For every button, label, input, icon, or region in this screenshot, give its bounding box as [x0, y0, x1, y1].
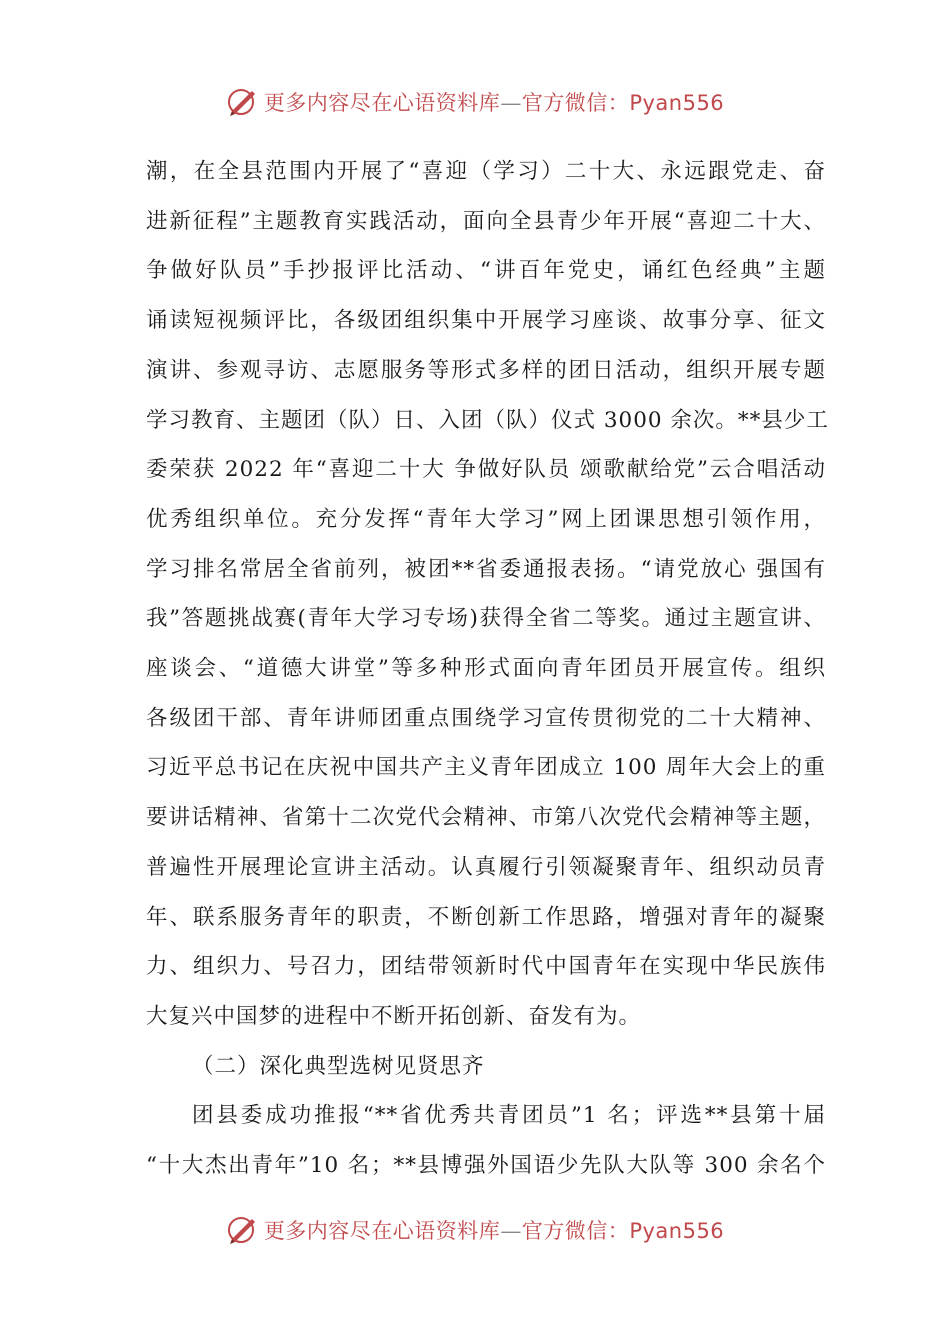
header-banner — [0, 82, 950, 122]
text-line: 学习排名常居全省前列，被团**省委通报表扬。“请党放心 强国有 — [146, 556, 826, 582]
text-line: 诵读短视频评比，各级团组织集中开展学习座谈、故事分享、征文 — [146, 308, 826, 334]
text-line: 年、联系服务青年的职责，不断创新工作思路，增强对青年的凝聚 — [146, 904, 826, 930]
text-line: 演讲、参观寻访、志愿服务等形式多样的团日活动，组织开展专题 — [146, 357, 826, 383]
pen-logo-icon — [226, 1213, 260, 1247]
pen-logo-icon — [226, 85, 260, 119]
text-line: 力、组织力、号召力，团结带领新时代中国青年在实现中华民族伟 — [146, 954, 826, 980]
text-line: 团县委成功推报“**省优秀共青团员”1 名；评选**县第十届 — [192, 1103, 826, 1129]
text-line: 委荣获 2022 年“喜迎二十大 争做好队员 颂歌献给党”云合唱活动 — [146, 457, 826, 483]
text-line: 优秀组织单位。充分发挥“青年大学习”网上团课思想引领作用， — [146, 506, 826, 532]
heading-text: （二）深化典型选树见贤思齐 — [192, 1053, 485, 1079]
text-line: 普遍性开展理论宣讲主活动。认真履行引领凝聚青年、组织动员青 — [146, 854, 826, 880]
banner-text: 更多内容尽在心语资料库 — [263, 1219, 501, 1243]
paragraph-1 — [146, 147, 829, 1042]
text-line: 进新征程”主题教育实践活动，面向全县青少年开展“喜迎二十大、 — [146, 208, 826, 234]
text-line: 学习教育、主题团（队）日、入团（队）仪式 3000 余次。**县少工 — [146, 407, 829, 433]
banner-separator: — — [500, 91, 522, 115]
text-line: 习近平总书记在庆祝中国共产主义青年团成立 100 周年大会上的重 — [146, 755, 826, 781]
text-line: 争做好队员”手抄报评比活动、“讲百年党史，诵红色经典”主题 — [146, 258, 826, 284]
banner-wechat-id: Pyan556 — [629, 1219, 725, 1243]
footer-banner — [0, 1210, 950, 1250]
banner-separator: — — [500, 1219, 522, 1243]
text-line: 各级团干部、青年讲师团重点围绕学习宣传贯彻党的二十大精神、 — [146, 705, 826, 731]
text-line: 座谈会、“道德大讲堂”等多种形式面向青年团员开展宣传。组织 — [146, 656, 826, 682]
banner-wechat-label: 官方微信： — [521, 1219, 630, 1243]
text-line: 大复兴中国梦的进程中不断开拓创新、奋发有为。 — [146, 1003, 642, 1029]
text-line: “十大杰出青年”10 名；**县博强外国语少先队大队等 300 余名个 — [146, 1153, 826, 1179]
banner-text: 更多内容尽在心语资料库 — [263, 91, 501, 115]
document-body — [146, 147, 829, 1191]
banner-wechat-label: 官方微信： — [521, 91, 630, 115]
text-line: 潮，在全县范围内开展了“喜迎（学习）二十大、永远跟党走、奋 — [146, 159, 826, 184]
text-line: 要讲话精神、省第十二次党代会精神、市第八次党代会精神等主题， — [146, 805, 826, 831]
text-line: 我”答题挑战赛(青年大学习专场)获得全省二等奖。通过主题宣讲、 — [146, 606, 826, 632]
paragraph-2 — [146, 1091, 826, 1190]
banner-wechat-id: Pyan556 — [629, 91, 725, 115]
section-heading — [146, 1042, 826, 1092]
